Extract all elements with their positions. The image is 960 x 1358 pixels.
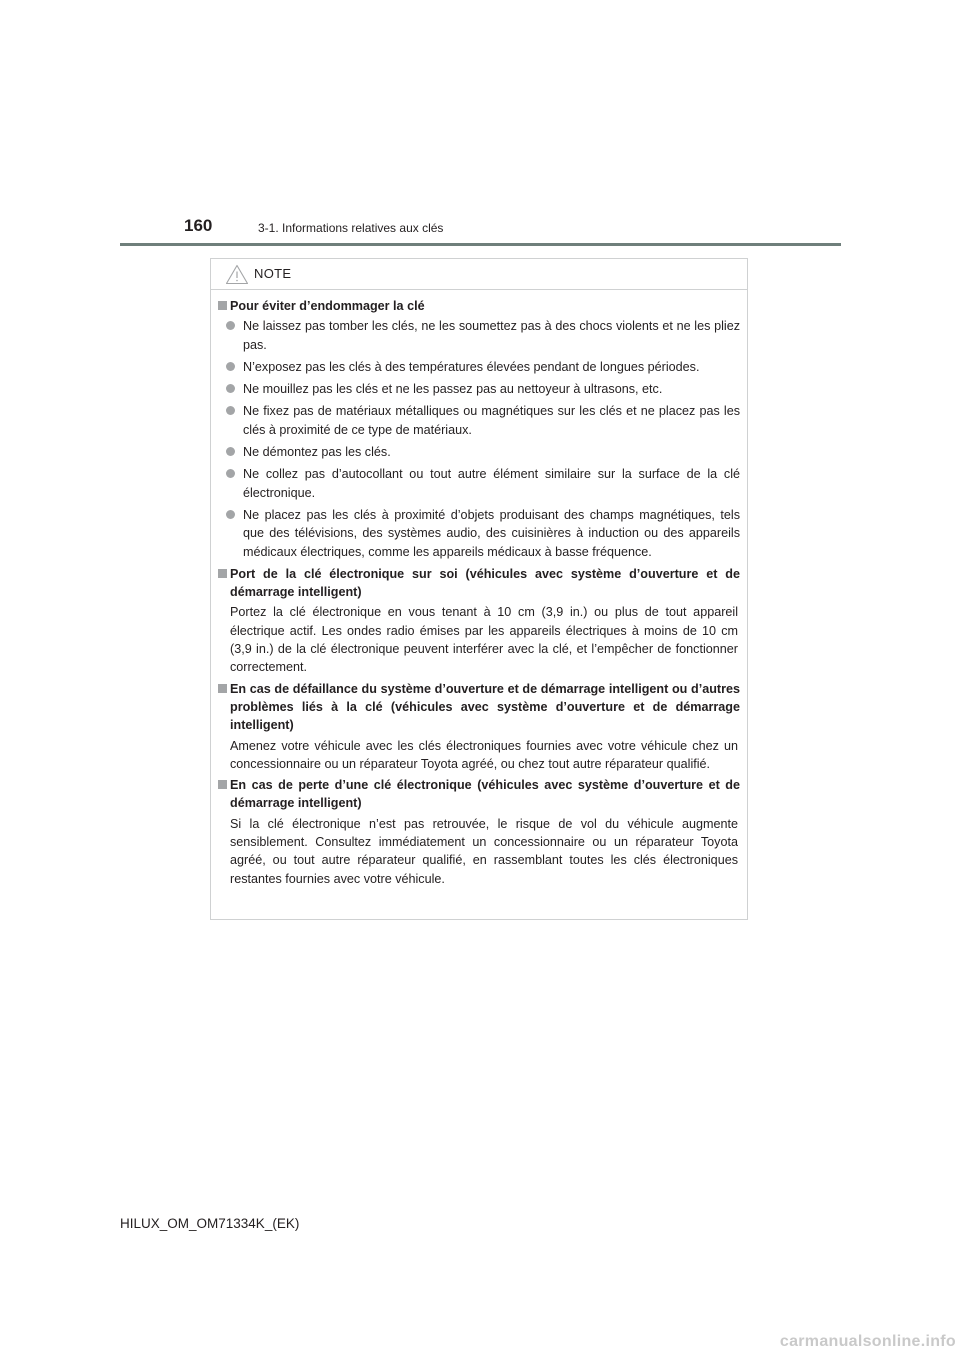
circle-bullet-icon (226, 406, 235, 415)
bullet-text: Ne mouillez pas les clés et ne les passez pas au nettoyeur à ultrasons, etc. (243, 382, 663, 397)
square-bullet-icon (218, 301, 227, 310)
circle-bullet-icon (226, 510, 235, 519)
section-title: 3-1. Informations relatives aux clés (258, 221, 444, 235)
circle-bullet-icon (226, 321, 235, 330)
section-paragraph: Amenez votre véhicule avec les clés électroniques fournies avec votre véhicule chez un concessionnaire ou un réparateur Toyota agréé, ou chez tout autre réparateur qualifié. (230, 738, 738, 771)
document-code: HILUX_OM_OM71334K_(EK) (120, 1216, 300, 1231)
heading-text: En cas de défaillance du système d’ouverture et de démarrage intelligent ou d’autres problèmes liés à la clé (véhicules avec système d’ouverture et de démarrage intelligent) (230, 681, 740, 733)
note-content (211, 297, 747, 891)
section-paragraph: Si la clé électronique n’est pas retrouvée, le risque de vol du véhicule augmente sensiblement. Consultez immédiatement un concessionnaire ou un réparateur Toyota agréé, ou tout autre réparateur qualifié, en rassemblant toutes les clés électroniques restantes fournies avec votre véhicule. (230, 816, 738, 886)
bullet-item (211, 465, 747, 502)
circle-bullet-icon (226, 384, 235, 393)
section-paragraph: Portez la clé électronique en vous tenant à 10 cm (3,9 in.) ou plus de tout appareil électrique actif. Les ondes radio émises par les appareils électriques à moins de 10 cm (3,9 in.) de la clé électronique peuvent interférer avec la clé, et l’empêcher de fonctionner correctement. (230, 605, 738, 675)
bullet-text: N’exposez pas les clés à des températures élevées pendant de longues périodes. (243, 359, 700, 374)
bullet-item (211, 402, 747, 439)
page-number: 160 (184, 216, 213, 235)
heading-text: En cas de perte d’une clé électronique (véhicules avec système d’ouverture et de démarrage intelligent) (230, 778, 740, 811)
circle-bullet-icon (226, 469, 235, 478)
section-heading (211, 680, 747, 735)
heading-text: Port de la clé électronique sur soi (véhicules avec système d’ouverture et de démarrage intelligent) (230, 566, 740, 600)
circle-bullet-icon (226, 447, 235, 456)
note-header (211, 259, 747, 290)
section-lost-key (211, 776, 747, 888)
bullet-text: Ne collez pas d’autocollant ou tout autre élément similaire sur la surface de la clé électronique. (243, 467, 740, 500)
bullet-item (211, 358, 747, 376)
watermark-text: carmanualsonline.info (779, 1332, 956, 1350)
circle-bullet-icon (226, 362, 235, 371)
note-box (210, 258, 748, 920)
header-rule (120, 243, 841, 246)
section-system-failure (211, 680, 747, 773)
note-label: NOTE (254, 266, 292, 281)
bullet-item (211, 443, 747, 461)
bullet-item (211, 380, 747, 398)
square-bullet-icon (218, 569, 227, 578)
bullet-item (211, 317, 747, 354)
square-bullet-icon (218, 684, 227, 693)
bullet-text: Ne démontez pas les clés. (243, 445, 391, 460)
section-protect-key (211, 297, 747, 561)
bullet-item (211, 506, 747, 561)
warning-triangle-icon (225, 264, 249, 290)
bullet-text: Ne placez pas les clés à proximité d’objets produisant des champs magnétiques, tels que des télévisions, des systèmes audio, des cuisinières à induction ou des appareils médicaux électriques, comme les appareils médicaux à basse fréquence. (243, 507, 740, 559)
heading-text: Pour éviter d’endommager la clé (230, 299, 425, 313)
watermark-logo (776, 1329, 956, 1354)
bullet-text: Ne fixez pas de matériaux métalliques ou magnétiques sur les clés et ne placez pas les clés à proximité de ce type de matériaux. (243, 404, 740, 437)
bullet-text: Ne laissez pas tomber les clés, ne les soumettez pas à des chocs violents et ne les pliez pas. (243, 319, 740, 352)
section-heading (211, 565, 747, 602)
section-heading (211, 297, 747, 315)
section-heading (211, 776, 747, 813)
square-bullet-icon (218, 780, 227, 789)
section-carrying-key (211, 565, 747, 677)
